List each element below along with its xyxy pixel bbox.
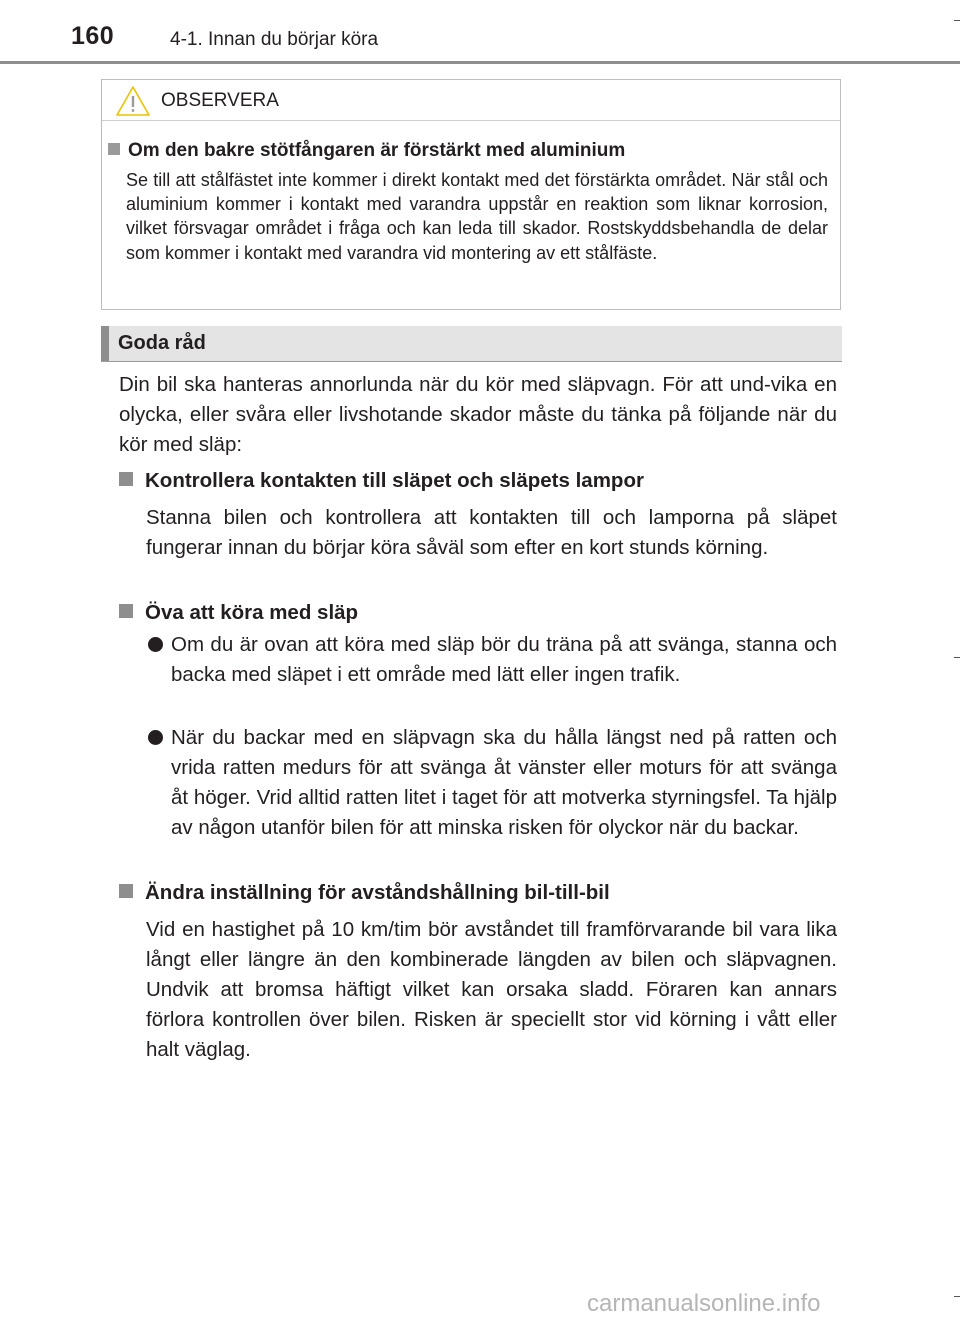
subheading-text: Ändra inställning för avståndshållning bil-till-bil <box>145 881 610 904</box>
caution-title: OBSERVERA <box>161 90 279 111</box>
square-bullet-icon <box>119 884 133 898</box>
trim-mark <box>954 1296 960 1297</box>
paragraph-distance: Vid en hastighet på 10 km/tim bör avståndet till framförvarande bil vara lika långt eller längre än den kombinerade längden av bilen och släpvagnen. Undvik att bromsa häftigt vilket kan orsaka sladd. Föraren kan annars förlora kontrollen över bilen. Risken är speciellt stor vid körning i vått eller halt väglag. <box>146 918 837 1061</box>
caution-text: Se till att stålfästet inte kommer i direkt kontakt med det förstärkta området. När stål och aluminium kommer i kontakt med varandra uppstår en reaktion som liknar korrosion, vilket försvagar området i fråga och kan leda till skador. Rostskyddsbehandla de delar som kommer i kontakt med varandra vid montering av ett stålfäste. <box>126 170 828 263</box>
header-rule <box>0 61 960 64</box>
section-header <box>101 326 842 362</box>
square-bullet-icon <box>119 472 133 486</box>
intro-paragraph: Din bil ska hanteras annorlunda när du kör med släpvagn. För att und-vika en olycka, eller svåra eller livshotande skador måste du tänka på följande när du kör med släp: <box>119 373 837 456</box>
caution-box <box>101 79 841 310</box>
warning-triangle-icon <box>115 85 151 117</box>
square-bullet-icon <box>108 143 120 155</box>
subheading-text: Kontrollera kontakten till släpet och släpets lampor <box>145 469 644 492</box>
trim-mark <box>954 657 960 658</box>
paragraph-trailer-lights: Stanna bilen och kontrollera att kontakten till och lamporna på släpet fungerar innan du börjar köra såväl som efter en kort stunds körning. <box>146 506 837 559</box>
section-accent <box>101 326 109 361</box>
subheading-practice <box>119 601 358 625</box>
caution-subheading-text: Om den bakre stötfångaren är förstärkt med aluminium <box>128 140 626 161</box>
page-header <box>0 0 960 64</box>
watermark: carmanualsonline.info <box>587 1290 821 1317</box>
square-bullet-icon <box>119 604 133 618</box>
subheading-distance <box>119 881 610 905</box>
bullet-practice-1: Om du är ovan att köra med släp bör du träna på att svänga, stanna och backa med släpet i ett område med lätt eller ingen trafik. <box>171 633 837 686</box>
page-number: 160 <box>71 22 115 50</box>
chapter-title: 4-1. Innan du börjar köra <box>170 29 379 50</box>
bullet-practice-2: När du backar med en släpvagn ska du hålla längst ned på ratten och vrida ratten medurs för att svänga åt vänster eller moturs för att svänga åt höger. Vrid alltid ratten litet i taget för att motverka styrningsfel. Ta hjälp av någon utanför bilen för att minska risken för olyckor när du backar. <box>171 726 837 839</box>
subheading-trailer-lights <box>119 469 644 493</box>
caution-subheading <box>108 140 625 162</box>
caution-header <box>102 80 840 121</box>
bullet-icon <box>148 637 163 652</box>
trim-mark <box>954 20 960 21</box>
subheading-text: Öva att köra med släp <box>145 601 359 624</box>
section-title: Goda råd <box>118 332 206 354</box>
bullet-icon <box>148 730 163 745</box>
